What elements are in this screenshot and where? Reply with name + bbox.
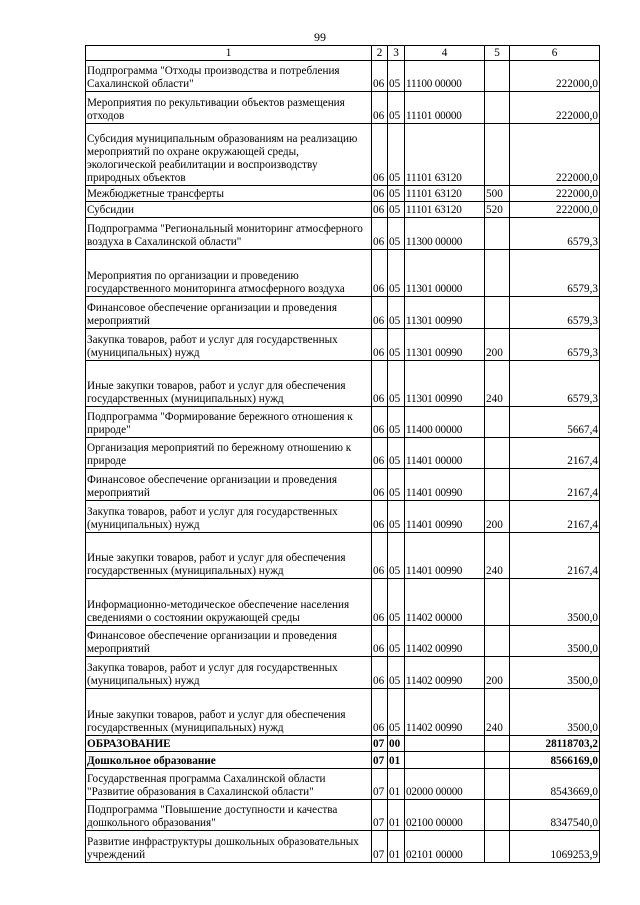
- row-target-article: 11401 00990: [405, 469, 485, 501]
- row-subsection: 05: [388, 202, 405, 218]
- row-name: Субсидия муниципальным образованиям на реализацию мероприятий по охране окружающей среды, экологической реабилитации и воспроизводству природных объектов: [86, 124, 372, 186]
- row-section: 06: [372, 186, 388, 202]
- row-amount: 222000,0: [510, 124, 600, 186]
- row-section: 06: [372, 218, 388, 250]
- row-name: Мероприятия по рекультивации объектов размещения отходов: [86, 92, 372, 124]
- row-name: Иные закупки товаров, работ и услуг для обеспечения государственных (муниципальных) нужд: [86, 689, 372, 736]
- row-section: 06: [372, 202, 388, 218]
- row-amount: 222000,0: [510, 202, 600, 218]
- row-expense-type: [485, 407, 510, 438]
- row-expense-type: [485, 218, 510, 250]
- row-target-article: 11400 00000: [405, 407, 485, 438]
- row-amount: 8543669,0: [510, 769, 600, 800]
- row-expense-type: 200: [485, 329, 510, 361]
- row-section: 06: [372, 469, 388, 501]
- row-target-article: 11402 00000: [405, 579, 485, 626]
- row-name: Закупка товаров, работ и услуг для государственных (муниципальных) нужд: [86, 329, 372, 361]
- header-cell-expense-type: 5: [485, 46, 510, 61]
- header-cell-section: 2: [372, 46, 388, 61]
- row-expense-type: [485, 250, 510, 297]
- row-amount: 6579,3: [510, 218, 600, 250]
- row-section: 06: [372, 250, 388, 297]
- row-name: Финансовое обеспечение организации и проведения мероприятий: [86, 469, 372, 501]
- table-row: [86, 769, 600, 800]
- header-cell-amount: 6: [510, 46, 600, 61]
- row-amount: 222000,0: [510, 92, 600, 124]
- row-subsection: 05: [388, 361, 405, 407]
- row-subsection: 05: [388, 407, 405, 438]
- header-cell-target-article: 4: [405, 46, 485, 61]
- page-number: 99: [314, 30, 326, 44]
- row-target-article: 11401 00990: [405, 533, 485, 579]
- row-subsection: 05: [388, 124, 405, 186]
- table-row: [86, 329, 600, 361]
- table-row: [86, 657, 600, 689]
- row-amount: 2167,4: [510, 533, 600, 579]
- row-name: Финансовое обеспечение организации и проведения мероприятий: [86, 297, 372, 329]
- table-row: [86, 831, 600, 863]
- table-row: [86, 186, 600, 202]
- row-amount: 8347540,0: [510, 800, 600, 831]
- table-row: [86, 689, 600, 736]
- row-section: 07: [372, 752, 388, 769]
- row-subsection: 05: [388, 438, 405, 469]
- row-name: Субсидии: [86, 202, 372, 218]
- row-section: 06: [372, 407, 388, 438]
- table-row: [86, 752, 600, 769]
- row-expense-type: 240: [485, 689, 510, 736]
- row-target-article: 11101 00000: [405, 92, 485, 124]
- row-target-article: 11402 00990: [405, 689, 485, 736]
- table-row: [86, 800, 600, 831]
- row-target-article: 11402 00990: [405, 626, 485, 657]
- row-expense-type: [485, 124, 510, 186]
- row-name: Подпрограмма "Отходы производства и потребления Сахалинской области": [86, 61, 372, 92]
- row-subsection: 05: [388, 61, 405, 92]
- row-amount: 6579,3: [510, 361, 600, 407]
- row-name: Государственная программа Сахалинской области "Развитие образования в Сахалинской области": [86, 769, 372, 800]
- budget-table: [85, 45, 600, 863]
- row-subsection: 05: [388, 250, 405, 297]
- row-section: 06: [372, 626, 388, 657]
- table-row: [86, 361, 600, 407]
- row-target-article: 11300 00000: [405, 218, 485, 250]
- row-target-article: 02000 00000: [405, 769, 485, 800]
- row-expense-type: [485, 61, 510, 92]
- row-subsection: 05: [388, 579, 405, 626]
- row-expense-type: [485, 438, 510, 469]
- row-target-article: 11401 00990: [405, 501, 485, 533]
- row-section: 06: [372, 438, 388, 469]
- row-amount: 8566169,0: [510, 752, 600, 769]
- row-target-article: 11101 63120: [405, 202, 485, 218]
- row-subsection: 01: [388, 752, 405, 769]
- table-row: [86, 297, 600, 329]
- row-target-article: 11101 63120: [405, 186, 485, 202]
- row-amount: 6579,3: [510, 250, 600, 297]
- row-expense-type: 240: [485, 361, 510, 407]
- table-row: [86, 469, 600, 501]
- row-name: Дошкольное образование: [86, 752, 372, 769]
- row-target-article: 11402 00990: [405, 657, 485, 689]
- table-row: [86, 92, 600, 124]
- row-expense-type: 200: [485, 657, 510, 689]
- row-name: Иные закупки товаров, работ и услуг для обеспечения государственных (муниципальных) нужд: [86, 533, 372, 579]
- row-section: 07: [372, 769, 388, 800]
- row-section: 06: [372, 329, 388, 361]
- row-subsection: 05: [388, 469, 405, 501]
- table-row: [86, 250, 600, 297]
- row-amount: 6579,3: [510, 297, 600, 329]
- row-name: Финансовое обеспечение организации и проведения мероприятий: [86, 626, 372, 657]
- row-expense-type: [485, 800, 510, 831]
- row-subsection: 05: [388, 92, 405, 124]
- row-section: 07: [372, 800, 388, 831]
- table-row: [86, 218, 600, 250]
- row-expense-type: [485, 831, 510, 863]
- row-expense-type: [485, 92, 510, 124]
- row-amount: 222000,0: [510, 61, 600, 92]
- row-target-article: 02100 00000: [405, 800, 485, 831]
- row-amount: 3500,0: [510, 626, 600, 657]
- row-amount: 1069253,9: [510, 831, 600, 863]
- row-target-article: 11301 00000: [405, 250, 485, 297]
- row-expense-type: [485, 469, 510, 501]
- table-row: [86, 202, 600, 218]
- row-section: 06: [372, 124, 388, 186]
- row-name: Межбюджетные трансферты: [86, 186, 372, 202]
- table-row: [86, 407, 600, 438]
- row-subsection: 01: [388, 769, 405, 800]
- row-target-article: 02101 00000: [405, 831, 485, 863]
- row-section: 07: [372, 736, 388, 752]
- row-expense-type: 520: [485, 202, 510, 218]
- row-amount: 3500,0: [510, 689, 600, 736]
- row-name: Подпрограмма "Повышение доступности и качества дошкольного образования": [86, 800, 372, 831]
- row-target-article: 11301 00990: [405, 329, 485, 361]
- table-row: [86, 501, 600, 533]
- row-subsection: 05: [388, 329, 405, 361]
- row-subsection: 01: [388, 800, 405, 831]
- row-subsection: 05: [388, 657, 405, 689]
- row-expense-type: 240: [485, 533, 510, 579]
- row-expense-type: [485, 752, 510, 769]
- row-section: 07: [372, 831, 388, 863]
- row-amount: 28118703,2: [510, 736, 600, 752]
- row-section: 06: [372, 297, 388, 329]
- row-amount: 2167,4: [510, 438, 600, 469]
- row-target-article: [405, 752, 485, 769]
- row-name: ОБРАЗОВАНИЕ: [86, 736, 372, 752]
- row-subsection: 05: [388, 186, 405, 202]
- row-section: 06: [372, 579, 388, 626]
- table-row: [86, 736, 600, 752]
- row-amount: 2167,4: [510, 469, 600, 501]
- row-name: Закупка товаров, работ и услуг для государственных (муниципальных) нужд: [86, 501, 372, 533]
- row-section: 06: [372, 533, 388, 579]
- row-subsection: 05: [388, 689, 405, 736]
- row-name: Информационно-методическое обеспечение населения сведениями о состоянии окружающей среды: [86, 579, 372, 626]
- row-subsection: 00: [388, 736, 405, 752]
- row-name: Иные закупки товаров, работ и услуг для обеспечения государственных (муниципальных) нужд: [86, 361, 372, 407]
- row-section: 06: [372, 657, 388, 689]
- row-amount: 3500,0: [510, 579, 600, 626]
- row-name: Закупка товаров, работ и услуг для государственных (муниципальных) нужд: [86, 657, 372, 689]
- row-section: 06: [372, 92, 388, 124]
- header-cell-subsection: 3: [388, 46, 405, 61]
- table-header-row: [86, 46, 600, 61]
- row-amount: 222000,0: [510, 186, 600, 202]
- row-target-article: 11401 00000: [405, 438, 485, 469]
- row-section: 06: [372, 689, 388, 736]
- row-expense-type: [485, 736, 510, 752]
- row-subsection: 01: [388, 831, 405, 863]
- row-name: Подпрограмма "Формирование бережного отношения к природе": [86, 407, 372, 438]
- row-amount: 3500,0: [510, 657, 600, 689]
- row-name: Мероприятия по организации и проведению государственного мониторинга атмосферного воздуха: [86, 250, 372, 297]
- row-target-article: [405, 736, 485, 752]
- row-expense-type: 200: [485, 501, 510, 533]
- row-target-article: 11301 00990: [405, 297, 485, 329]
- row-section: 06: [372, 61, 388, 92]
- row-subsection: 05: [388, 501, 405, 533]
- row-expense-type: [485, 769, 510, 800]
- row-expense-type: [485, 626, 510, 657]
- row-expense-type: [485, 579, 510, 626]
- row-name: Развитие инфраструктуры дошкольных образовательных учреждений: [86, 831, 372, 863]
- row-subsection: 05: [388, 626, 405, 657]
- row-amount: 2167,4: [510, 501, 600, 533]
- row-section: 06: [372, 501, 388, 533]
- table-row: [86, 61, 600, 92]
- row-target-article: 11101 63120: [405, 124, 485, 186]
- row-target-article: 11301 00990: [405, 361, 485, 407]
- row-expense-type: 500: [485, 186, 510, 202]
- table-row: [86, 533, 600, 579]
- row-amount: 6579,3: [510, 329, 600, 361]
- row-expense-type: [485, 297, 510, 329]
- row-name: Организация мероприятий по бережному отношению к природе: [86, 438, 372, 469]
- table-row: [86, 626, 600, 657]
- row-amount: 5667,4: [510, 407, 600, 438]
- row-subsection: 05: [388, 218, 405, 250]
- row-target-article: 11100 00000: [405, 61, 485, 92]
- row-name: Подпрограмма "Региональный мониторинг атмосферного воздуха в Сахалинской области": [86, 218, 372, 250]
- row-subsection: 05: [388, 533, 405, 579]
- header-cell-name: 1: [86, 46, 372, 61]
- table-row: [86, 579, 600, 626]
- row-section: 06: [372, 361, 388, 407]
- table-row: [86, 124, 600, 186]
- table-row: [86, 438, 600, 469]
- row-subsection: 05: [388, 297, 405, 329]
